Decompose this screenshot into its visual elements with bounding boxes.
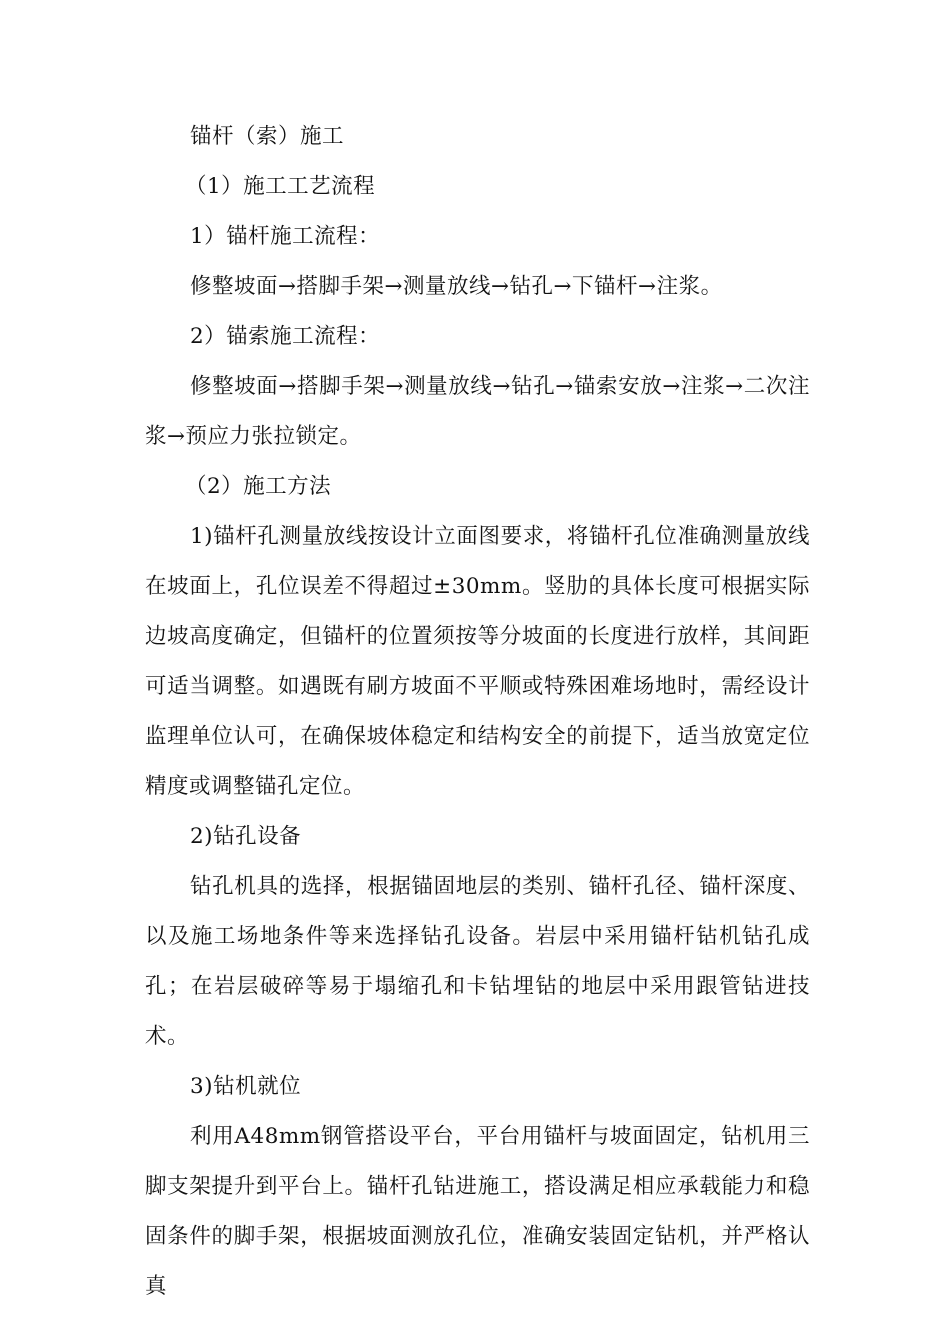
method3-paragraph: 利用A48mm钢管搭设平台，平台用锚杆与坡面固定，钻机用三脚支架提升到平台上。锚杆孔钻进施工，搭设满足相应承载能力和稳固条件的脚手架，根据坡面测放孔位，准确安装固定钻机，并严格认真 bbox=[145, 1124, 810, 1299]
step1-title: 1）锚杆施工流程： bbox=[190, 224, 381, 249]
subsection-title-method: （2）施工方法 bbox=[185, 474, 332, 499]
step2-flow: 修整坡面→搭脚手架→测量放线→钻孔→锚索安放→注浆→二次注浆→预应力张拉锁定。 bbox=[145, 374, 810, 449]
method2-title: 2)钻孔设备 bbox=[190, 824, 302, 849]
method1-paragraph: 1)锚杆孔测量放线按设计立面图要求，将锚杆孔位准确测量放线在坡面上，孔位误差不得超过±30mm。竖肋的具体长度可根据实际边坡高度确定，但锚杆的位置须按等分坡面的长度进行放样，其间距可适当调整。如遇既有刷方坡面不平顺或特殊困难场地时，需经设计监理单位认可，在确保坡体稳定和结构安全的前提下，适当放宽定位精度或调整锚孔定位。 bbox=[145, 524, 810, 799]
step1-flow: 修整坡面→搭脚手架→测量放线→钻孔→下锚杆→注浆。 bbox=[190, 274, 723, 299]
section-title: 锚杆（索）施工 bbox=[190, 124, 345, 149]
method3-title: 3)钻机就位 bbox=[190, 1074, 302, 1099]
document-body bbox=[145, 112, 810, 1312]
step2-title: 2）锚索施工流程： bbox=[190, 324, 381, 349]
method2-paragraph: 钻孔机具的选择，根据锚固地层的类别、锚杆孔径、锚杆深度、以及施工场地条件等来选择钻孔设备。岩层中采用锚杆钻机钻孔成孔；在岩层破碎等易于塌缩孔和卡钻埋钻的地层中采用跟管钻进技术。 bbox=[145, 874, 810, 1049]
subsection-title-process: （1）施工工艺流程 bbox=[185, 174, 376, 199]
